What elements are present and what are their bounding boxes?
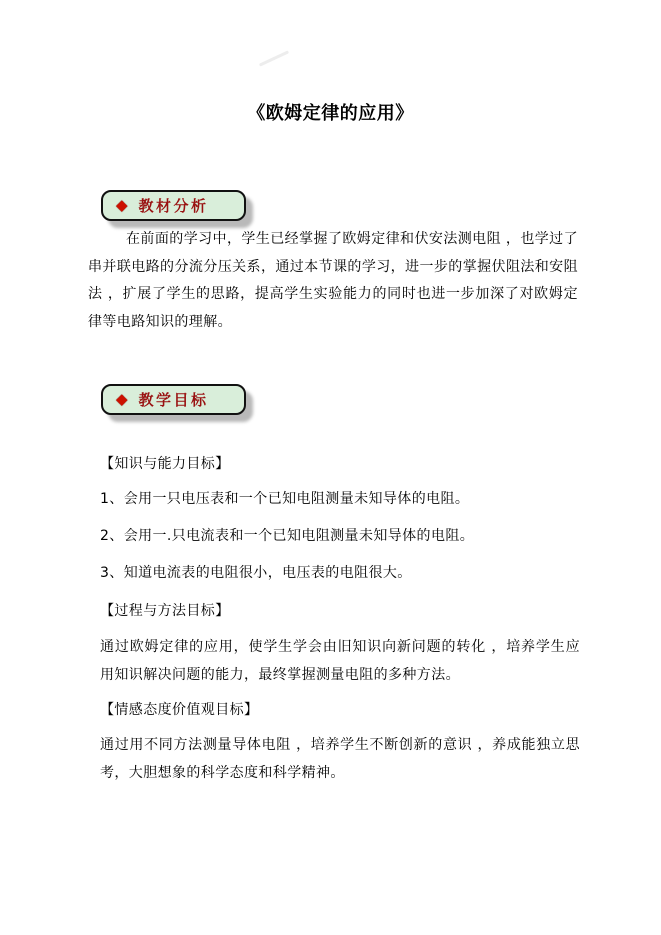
knowledge-goals-header: 【知识与能力目标】 — [100, 456, 230, 472]
knowledge-goal-item: 1、会用一只电压表和一个已知电阻测量未知导体的电阻。 — [100, 491, 470, 507]
emotion-goals-header: 【情感态度价值观目标】 — [100, 702, 259, 718]
teaching-goals-badge — [101, 384, 246, 415]
knowledge-goal-item: 3、知道电流表的电阻很小，电压表的电阻很大。 — [100, 565, 412, 581]
teaching-goals-badge-label: 教学目标 — [138, 391, 209, 409]
knowledge-goal-item: 2、会用一.只电流表和一个已知电阻测量未知导体的电阻。 — [100, 528, 475, 544]
diamond-icon: ◆ — [116, 196, 128, 214]
material-analysis-badge-label: 教材分析 — [138, 197, 209, 215]
diamond-icon: ◆ — [116, 390, 128, 408]
material-analysis-text: 在前面的学习中，学生已经掌握了欧姆定律和伏安法测电阻 ，也学过了串并联电路的分流分压关系，通过本节课的学习，进一步的掌握伏阻法和安阻法 ，扩展了学生的思路，提高学生实验能力的同时也进一步加深了对欧姆定律等电路知识的理解。 — [88, 231, 578, 330]
emotion-goals-text: 通过用不同方法测量导体电阻 ，培养学生不断创新的意识 ，养成能独立思考，大胆想象的科学态度和科学精神。 — [100, 737, 580, 781]
material-analysis-badge — [101, 190, 246, 221]
page-title: 《欧姆定律的应用》 — [247, 103, 414, 124]
process-goals-header: 【过程与方法目标】 — [100, 603, 230, 619]
process-goals-text: 通过欧姆定律的应用，使学生学会由旧知识向新问题的转化 ，培养学生应用知识解决问题的能力，最终掌握测量电阻的多种方法。 — [100, 639, 580, 683]
scan-artifact — [259, 50, 289, 66]
